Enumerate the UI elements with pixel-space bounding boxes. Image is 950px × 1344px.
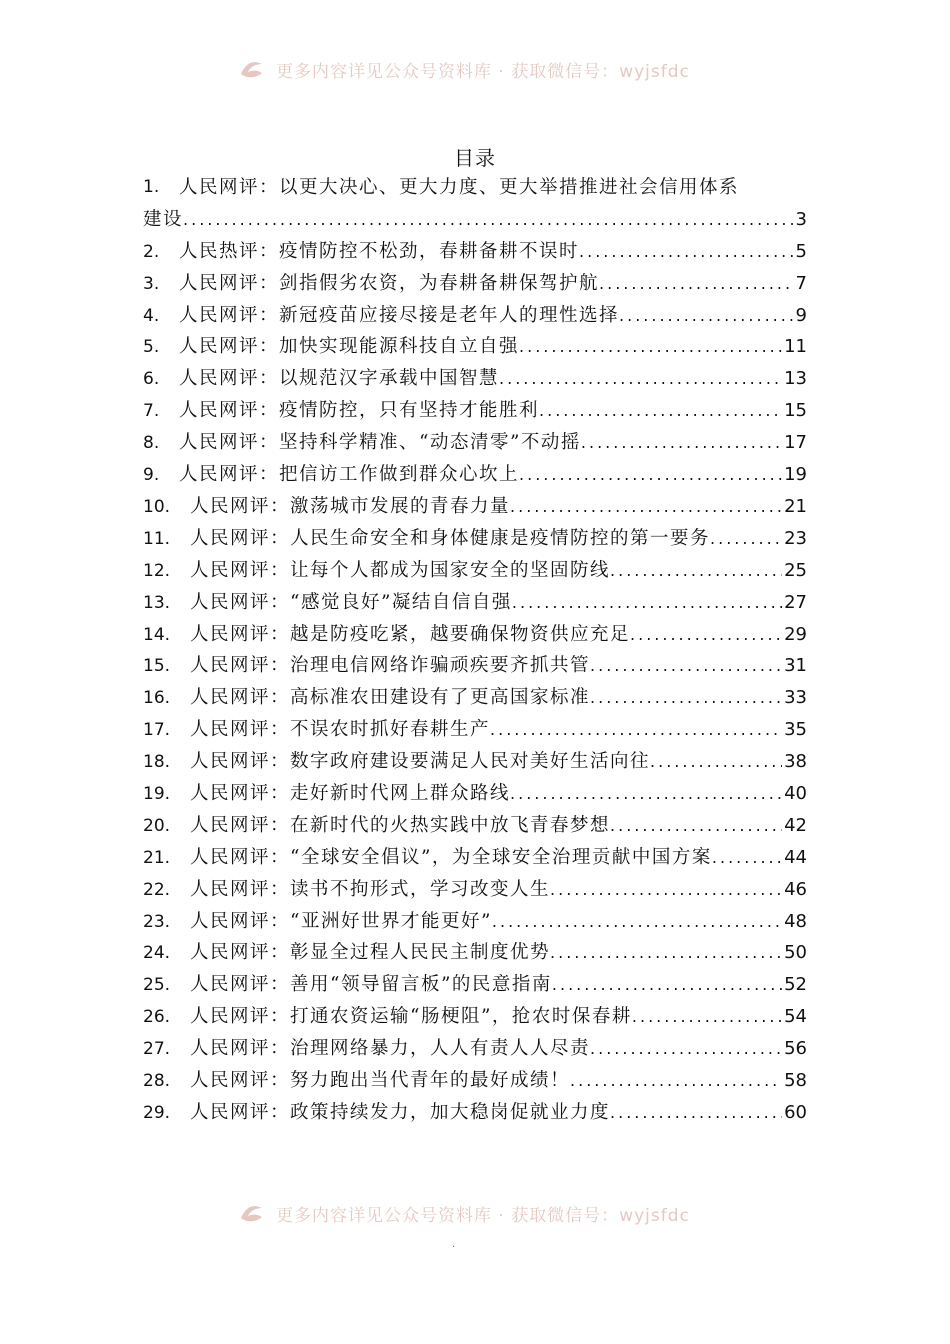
toc-entry-title: 人民网评：读书不拘形式，学习改变人生 (190, 878, 551, 900)
toc-entry[interactable] (143, 842, 807, 874)
toc-entry-title: 人民网评：激荡城市发展的青春力量 (190, 495, 511, 517)
toc-entry[interactable] (143, 714, 807, 746)
watermark-text: 更多内容详见公众号资料库 · 获取微信号：wyjsfdc (276, 61, 690, 82)
toc-entry[interactable] (143, 363, 807, 395)
toc-entry-title: 人民网评：走好新时代网上群众路线 (190, 782, 511, 804)
toc-leader-dots (599, 268, 794, 300)
toc-leader-dots (510, 491, 782, 523)
toc-entry[interactable] (143, 300, 807, 332)
toc-entry-title: 人民网评：“亚洲好世界才能更好” (190, 910, 492, 932)
toc-entry-number: 2. (143, 241, 160, 262)
toc-entry-title: 人民网评：坚持科学精准、“动态清零”不动摇 (179, 432, 581, 454)
toc-leader-dots (579, 236, 794, 268)
toc-entry-number: 23. (143, 911, 171, 932)
toc-entry-number: 20. (143, 815, 171, 836)
toc-entry-number: 7. (143, 401, 160, 422)
toc-entry[interactable] (143, 523, 807, 555)
toc-entry-number: 11. (143, 528, 171, 549)
toc-entry-page: 3 (795, 208, 807, 230)
toc-entry-page: 44 (784, 846, 807, 868)
toc-leader-dots (570, 1065, 782, 1097)
toc-entry[interactable] (143, 459, 807, 491)
toc-entry-number: 19. (143, 783, 171, 804)
toc-entry-title: 人民网评：让每个人都成为国家安全的坚固防线 (190, 559, 611, 581)
toc-entry-number: 12. (143, 560, 171, 581)
toc-leader-dots (539, 395, 782, 427)
toc-entry[interactable] (143, 937, 807, 969)
toc-entry-number: 24. (143, 943, 171, 964)
toc-entry-number: 27. (143, 1039, 171, 1060)
toc-leader-dots (610, 810, 782, 842)
toc-leader-dots (490, 714, 782, 746)
toc-entry-title: 人民网评：新冠疫苗应接尽接是老年人的理性选择 (179, 304, 620, 326)
toc-entry-title: 人民网评：疫情防控，只有坚持才能胜利 (179, 400, 540, 422)
toc-entry-number: 3. (143, 273, 160, 294)
toc-entry-title: 人民网评：人民生命安全和身体健康是疫情防控的第一要务 (190, 527, 711, 549)
toc-leader-dots (712, 842, 782, 874)
toc-entry-page: 42 (784, 814, 807, 836)
toc-entry-number: 4. (143, 305, 160, 326)
toc-entry-number: 13. (143, 592, 171, 613)
toc-entry[interactable] (143, 1065, 807, 1097)
toc-entry-page: 25 (784, 559, 807, 581)
toc-entry-title: 人民网评：善用“领导留言板”的民意指南 (190, 974, 552, 996)
toc-entry[interactable] (143, 682, 807, 714)
toc-leader-dots (550, 937, 782, 969)
toc-entry-page: 50 (784, 942, 807, 964)
toc-entry-title: 人民网评：彰显全过程人民民主制度优势 (190, 942, 551, 964)
toc-leader-dots (492, 906, 782, 938)
toc-entry[interactable] (143, 1097, 807, 1129)
toc-entry-number: 15. (143, 656, 171, 677)
toc-entry-page: 11 (784, 336, 807, 358)
toc-leader-dots (610, 555, 782, 587)
toc-entry-title: 人民网评：剑指假劣农资，为春耕备耕保驾护航 (179, 272, 600, 294)
toc-leader-dots (650, 746, 782, 778)
toc-entry-title: 人民网评：数字政府建设要满足人民对美好生活向往 (190, 751, 651, 773)
brand-logo-icon (238, 58, 266, 80)
toc-entry[interactable] (143, 491, 807, 523)
toc-leader-dots (630, 619, 782, 651)
toc-leader-dots (581, 427, 782, 459)
toc-leader-dots (552, 969, 782, 1001)
toc-entry-number: 14. (143, 624, 171, 645)
toc-entry-page: 40 (784, 782, 807, 804)
toc-entry-number: 5. (143, 337, 160, 358)
toc-entry[interactable] (143, 619, 807, 651)
toc-entry[interactable] (143, 172, 807, 236)
toc-leader-dots (499, 363, 782, 395)
toc-entry[interactable] (143, 906, 807, 938)
toc-entry-page: 46 (784, 878, 807, 900)
toc-entry-page: 23 (784, 527, 807, 549)
toc-title: 目录 (454, 146, 496, 170)
toc-leader-dots (512, 587, 782, 619)
toc-entry-title: 人民网评：加快实现能源科技自立自强 (179, 336, 520, 358)
toc-entry-number: 8. (143, 433, 160, 454)
toc-entry[interactable] (143, 778, 807, 810)
toc-entry[interactable] (143, 969, 807, 1001)
toc-entry-number: 29. (143, 1102, 171, 1123)
toc-entry-page: 5 (795, 240, 807, 262)
toc-leader-dots (183, 204, 794, 236)
watermark-text: 更多内容详见公众号资料库 · 获取微信号：wyjsfdc (276, 1205, 690, 1226)
toc-entry-page: 48 (784, 910, 807, 932)
toc-leader-dots (610, 1097, 782, 1129)
toc-entry-number: 21. (143, 847, 171, 868)
toc-entry-title: 人民网评：“感觉良好”凝结自信自强 (190, 591, 512, 613)
toc-entry-number: 26. (143, 1007, 171, 1028)
toc-entry-title: 人民网评：高标准农田建设有了更高国家标准 (190, 687, 591, 709)
toc-leader-dots (710, 523, 782, 555)
toc-entry-number: 28. (143, 1070, 171, 1091)
toc-entry-number: 18. (143, 752, 171, 773)
toc-leader-dots (632, 1001, 782, 1033)
toc-leader-dots (590, 1033, 782, 1065)
toc-entry-title: 人民网评：以更大决心、更大力度、更大举措推进社会信用体系 (179, 177, 740, 198)
toc-entry-number: 10. (143, 496, 171, 517)
toc-entry[interactable] (143, 268, 807, 300)
toc-entry[interactable] (143, 236, 807, 268)
toc-entry-title: 人民网评：以规范汉字承载中国智慧 (179, 368, 500, 390)
toc-leader-dots (519, 331, 782, 363)
table-of-contents (143, 172, 807, 1129)
toc-entry[interactable] (143, 810, 807, 842)
toc-entry-number: 16. (143, 688, 171, 709)
toc-entry[interactable] (143, 555, 807, 587)
watermark-bottom (238, 1200, 718, 1226)
toc-entry-page: 15 (784, 400, 807, 422)
toc-entry-page: 38 (784, 751, 807, 773)
toc-entry-page: 60 (784, 1101, 807, 1123)
toc-entry-page: 54 (784, 1006, 807, 1028)
toc-entry-title: 人民热评：疫情防控不松劲，春耕备耕不误时 (179, 240, 580, 262)
toc-entry-title: 人民网评：不误农时抓好春耕生产 (190, 719, 491, 741)
toc-entry-title-continued: 建设 (143, 208, 184, 230)
toc-entry[interactable] (143, 874, 807, 906)
toc-entry-number: 25. (143, 975, 171, 996)
toc-leader-dots (590, 682, 782, 714)
toc-entry-page: 9 (795, 304, 807, 326)
toc-entry-title: 人民网评：治理电信网络诈骗顽疾要齐抓共管 (190, 655, 591, 677)
toc-entry-title: 人民网评：治理网络暴力，人人有责人人尽责 (190, 1038, 591, 1060)
toc-leader-dots (510, 778, 782, 810)
toc-entry-page: 31 (784, 655, 807, 677)
toc-entry-page: 35 (784, 719, 807, 741)
toc-entry-title: 人民网评：政策持续发力，加大稳岗促就业力度 (190, 1101, 611, 1123)
toc-entry[interactable] (143, 331, 807, 363)
page-footer-mark: · (452, 1242, 456, 1253)
toc-entry[interactable] (143, 1001, 807, 1033)
toc-entry-page: 17 (784, 432, 807, 454)
toc-entry-title: 人民网评：越是防疫吃紧，越要确保物资供应充足 (190, 623, 631, 645)
toc-entry-number: 6. (143, 369, 160, 390)
toc-entry[interactable] (143, 427, 807, 459)
brand-logo-icon (238, 1202, 266, 1224)
watermark-top (238, 56, 718, 82)
toc-entry[interactable] (143, 650, 807, 682)
toc-entry-title: 人民网评：把信访工作做到群众心坎上 (179, 464, 520, 486)
toc-entry-page: 56 (784, 1038, 807, 1060)
toc-entry-number: 22. (143, 879, 171, 900)
toc-entry-title: 人民网评：“全球安全倡议”，为全球安全治理贡献中国方案 (190, 846, 712, 868)
toc-leader-dots (519, 459, 782, 491)
toc-entry[interactable] (143, 395, 807, 427)
toc-entry-page: 19 (784, 464, 807, 486)
toc-entry-page: 27 (784, 591, 807, 613)
toc-entry-number: 1. (143, 177, 160, 197)
toc-entry-page: 21 (784, 495, 807, 517)
toc-entry-title: 人民网评：努力跑出当代青年的最好成绩！ (190, 1069, 571, 1091)
toc-leader-dots (590, 650, 782, 682)
toc-entry[interactable] (143, 587, 807, 619)
toc-entry-number: 17. (143, 720, 171, 741)
toc-entry-page: 58 (784, 1069, 807, 1091)
toc-entry-page: 29 (784, 623, 807, 645)
toc-entry-page: 33 (784, 687, 807, 709)
toc-entry[interactable] (143, 1033, 807, 1065)
toc-entry-number: 9. (143, 465, 160, 486)
toc-leader-dots (619, 300, 794, 332)
toc-leader-dots (550, 874, 782, 906)
toc-entry-title: 人民网评：在新时代的火热实践中放飞青春梦想 (190, 814, 611, 836)
toc-entry-title: 人民网评：打通农资运输“肠梗阻”，抢农时保春耕 (190, 1006, 632, 1028)
toc-entry-page: 52 (784, 974, 807, 996)
toc-entry[interactable] (143, 746, 807, 778)
toc-entry-page: 7 (795, 272, 807, 294)
toc-entry-page: 13 (784, 368, 807, 390)
